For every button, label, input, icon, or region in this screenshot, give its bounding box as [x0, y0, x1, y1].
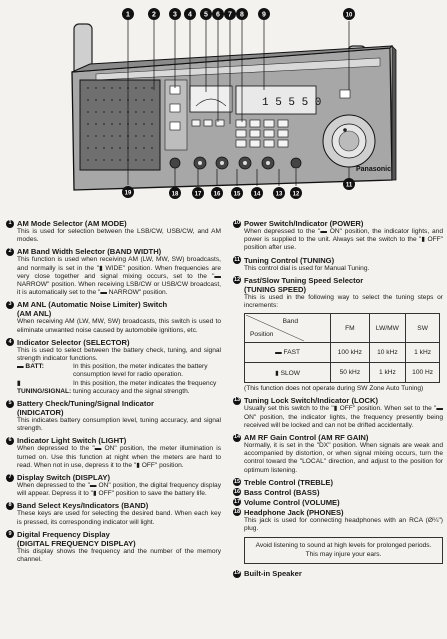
- item-desc: Usually set this switch to the "▮ OFF" position. When set to the "▬ ON" position, the indicator lights, the frequency presently being received will be locked and can not be drifted accidentally.: [244, 405, 443, 429]
- item-band-width: [6, 247, 221, 297]
- item-title: Battery Check/Tuning/Signal Indicator: [17, 399, 154, 409]
- tuning-label: ▮ TUNING/SIGNAL:: [17, 379, 72, 395]
- callout-16: [211, 187, 223, 199]
- bullet-2: 2: [6, 248, 14, 256]
- item-rf-gain: [233, 433, 443, 475]
- svg-text:12: 12: [292, 191, 300, 198]
- bullet-8: 8: [6, 502, 14, 510]
- bullet-15: 15: [233, 478, 241, 485]
- item-desc: This control dial is used for Manual Tuning.: [244, 264, 370, 272]
- item-band: [6, 501, 221, 526]
- bullet-3: 3: [6, 301, 14, 309]
- svg-text:19: 19: [124, 190, 132, 197]
- radio-diagram: [0, 0, 447, 215]
- item-desc: This function is used when receiving AM (LW, MW, SW) broadcasts, and normally is set in the "▮ WIDE" position. When frequencies are very close together and signal mixing occurs, set to the "▬ NARROW" position. When receiving LSB/CW or USB/CW broadcast, it is automatically set to the "▬ NARROW" position.: [17, 256, 221, 297]
- table-header-row: [245, 314, 440, 343]
- table-cell: 1 kHz: [369, 363, 406, 383]
- item-desc: This is used for selection between the LSB/CW, USB/CW, and AM modes.: [17, 228, 221, 244]
- bullet-5: 5: [6, 400, 14, 408]
- tuning-speed-table: [244, 313, 440, 383]
- warning-box: Avoid listening to sound at high levels for prolonged periods. This may injure your ears.: [244, 537, 443, 564]
- callout-7: [224, 8, 236, 20]
- table-cell: 100 Hz: [406, 363, 440, 383]
- table-row: [245, 343, 440, 363]
- callout-17: [192, 187, 204, 199]
- bullet-14: 14: [233, 434, 241, 441]
- svg-text:18: 18: [171, 191, 179, 198]
- item-title-cont: (DIGITAL FREQUENCY DISPLAY): [17, 538, 136, 548]
- power-switch: [340, 90, 350, 98]
- brand-logo: Panasonic: [356, 166, 392, 173]
- item-title: Digital Frequency Display: [17, 529, 110, 539]
- item-desc: This indicates battery consumption level, tuning accuracy, and signal strength.: [17, 417, 221, 433]
- item-title: Tuning Control (TUNING): [244, 255, 335, 265]
- svg-text:16: 16: [213, 191, 221, 198]
- item-selector: [6, 338, 221, 396]
- bullet-19: 19: [233, 570, 241, 577]
- item-title: AM Mode Selector (AM MODE): [17, 219, 127, 228]
- item-desc: When depressed to the "▬ ON" position, the digital frequency display will appear. Depress it to "▮ OFF" position to save the battery life.: [17, 482, 221, 498]
- svg-text:2: 2: [152, 11, 156, 19]
- item-desc: This is used in the following way to select the tuning steps or increments:: [244, 293, 443, 310]
- callout-18: [169, 187, 181, 199]
- bullet-10: 10: [233, 220, 241, 226]
- item-title: Fast/Slow Tuning Speed Selector: [244, 275, 364, 285]
- svg-text:13: 13: [275, 191, 283, 198]
- item-lock: [233, 396, 443, 430]
- table-note: (This function does not operate during SW Zone Auto Tuning): [244, 385, 424, 393]
- item-title-cont: (INDICATOR): [17, 408, 64, 418]
- item-title: Built-in Speaker: [244, 569, 302, 579]
- item-title: AM ANL (Automatic Noise Limiter) Switch: [17, 300, 168, 310]
- item-am-anl: [6, 300, 221, 334]
- item-desc: This display shows the frequency and the number of the memory channel.: [17, 547, 221, 564]
- svg-text:6: 6: [216, 11, 220, 19]
- item-title: AM Band Width Selector (BAND WIDTH): [17, 247, 162, 257]
- item-speaker: [233, 569, 443, 578]
- table-cell: 50 kHz: [331, 363, 369, 383]
- position-header: Position: [250, 331, 274, 339]
- callout-8: [236, 8, 248, 20]
- item-indicator: [6, 399, 221, 433]
- callout-15: [231, 187, 243, 199]
- item-title: Volume Control (VOLUME): [244, 497, 340, 507]
- callout-10: [343, 8, 355, 20]
- callout-13: [273, 187, 285, 199]
- item-desc: When depressed to the "▬ ON" position, the meter illumination is turned on. Use this function at night when the meters are hard to read. When not in use, depress it to the "▮ OFF" position.: [17, 445, 221, 469]
- table-corner-cell: [245, 314, 331, 343]
- right-column: [233, 219, 443, 581]
- item-title: AM RF Gain Control (AM RF GAIN): [244, 433, 369, 443]
- item-desc: These keys are used for selecting the desired band. When each key is pressed, its corresponding indicator will light.: [17, 510, 221, 526]
- table-cell: 10 kHz: [369, 343, 406, 363]
- item-digital-display: [6, 530, 221, 564]
- svg-text:9: 9: [262, 11, 266, 19]
- callout-4: [184, 8, 196, 20]
- item-desc: When depressed to the "▬ ON" position, the indicator lights, and power is supplied to the unit. Always set the switch to the "▮ OFF" position after use.: [244, 228, 443, 252]
- svg-text:17: 17: [194, 191, 202, 198]
- bullet-17: 17: [233, 498, 241, 505]
- batt-text: In this position, the meter indicates the battery consumption level for radio operation.: [73, 363, 208, 379]
- callout-11: [343, 178, 355, 190]
- callout-19: [122, 186, 134, 198]
- svg-text:3: 3: [173, 11, 177, 19]
- bullet-1: 1: [6, 220, 14, 228]
- item-title-cont: (TUNING SPEED): [244, 284, 307, 294]
- item-light: [6, 436, 221, 470]
- left-column: [6, 219, 221, 567]
- item-title: Band Select Keys/Indicators (BAND): [17, 501, 149, 511]
- col-lwmw: LW/MW: [369, 314, 406, 343]
- svg-text:11: 11: [345, 182, 353, 189]
- item-power: [233, 219, 443, 253]
- item-display: [6, 473, 221, 498]
- bullet-13: 13: [233, 397, 241, 404]
- batt-row: [6, 363, 221, 379]
- svg-text:7: 7: [228, 11, 232, 19]
- callout-12: [290, 187, 302, 199]
- callout-2: [148, 8, 160, 20]
- item-title: Indicator Light Switch (LIGHT): [17, 436, 127, 446]
- callout-1: [122, 8, 134, 20]
- item-tuning-speed: [233, 276, 443, 394]
- svg-text:5: 5: [204, 11, 208, 19]
- item-title: Power Switch/Indicator (POWER): [244, 219, 364, 228]
- batt-label: ▬ BATT:: [17, 363, 44, 371]
- item-desc: This is used to select between the battery check, tuning, and signal strength indicator functions.: [17, 346, 221, 363]
- band-header: Band: [282, 318, 298, 326]
- col-fm: FM: [331, 314, 369, 343]
- item-desc: Normally, it is set in the "DX" position. When signals are weak and accompanied by distortion, or when signal mixing occurs, turn the control toward the "LOCAL" direction, and adjust to the position for optimum listening.: [244, 442, 443, 474]
- row-label-slow: ▮ SLOW: [245, 363, 331, 383]
- svg-text:4: 4: [188, 11, 192, 19]
- item-title: Indicator Selector (SELECTOR): [17, 337, 130, 347]
- item-bass: [233, 488, 443, 497]
- tuning-text: In this position, the meter indicates the frequency tuning accuracy and the signal strength.: [73, 379, 217, 395]
- bullet-7: 7: [6, 474, 14, 482]
- table-cell: 100 kHz: [331, 343, 369, 363]
- bullet-4: 4: [6, 338, 14, 346]
- callout-5: [200, 8, 212, 20]
- item-am-mode: [6, 219, 221, 244]
- item-treble: [233, 478, 443, 487]
- item-tuning: [233, 256, 443, 273]
- bullet-12: 12: [233, 276, 241, 283]
- item-title: Treble Control (TREBLE): [244, 477, 334, 487]
- bullet-9: 9: [6, 530, 14, 538]
- callout-9: [258, 8, 270, 20]
- svg-text:1: 1: [126, 11, 130, 19]
- row-label-fast: ▬ FAST: [245, 343, 331, 363]
- item-title: Tuning Lock Switch/Indicator (LOCK): [244, 396, 379, 406]
- svg-text:10: 10: [345, 12, 353, 19]
- item-title: Headphone Jack (PHONES): [244, 507, 344, 517]
- item-title: Bass Control (BASS): [244, 487, 320, 497]
- bullet-6: 6: [6, 437, 14, 445]
- callout-14: [251, 187, 263, 199]
- svg-text:14: 14: [253, 191, 261, 198]
- bullet-11: 11: [234, 256, 240, 263]
- svg-text:15: 15: [233, 191, 241, 198]
- item-volume: [233, 498, 443, 507]
- callout-6: [212, 8, 224, 20]
- tuning-row: [6, 380, 221, 396]
- svg-text:8: 8: [240, 11, 244, 19]
- bullet-18: 18: [233, 508, 241, 515]
- item-title: Display Switch (DISPLAY): [17, 473, 110, 483]
- col-sw: SW: [406, 314, 440, 343]
- item-phones: [233, 508, 443, 533]
- item-desc: This jack is used for connecting headphones with an RCA (Ø¼") plug.: [244, 516, 443, 533]
- table-row: [245, 363, 440, 383]
- frequency-digits: 1 5 5 5 0: [262, 97, 322, 109]
- item-title-cont: (AM ANL): [17, 309, 52, 319]
- table-cell: 1 kHz: [406, 343, 440, 363]
- bullet-16: 16: [233, 488, 241, 495]
- callout-3: [169, 8, 181, 20]
- item-desc: When receiving AM (LW, MW, SW) broadcasts, this switch is used to eliminate unwanted noise caused by automobile ignitions, etc.: [17, 318, 221, 334]
